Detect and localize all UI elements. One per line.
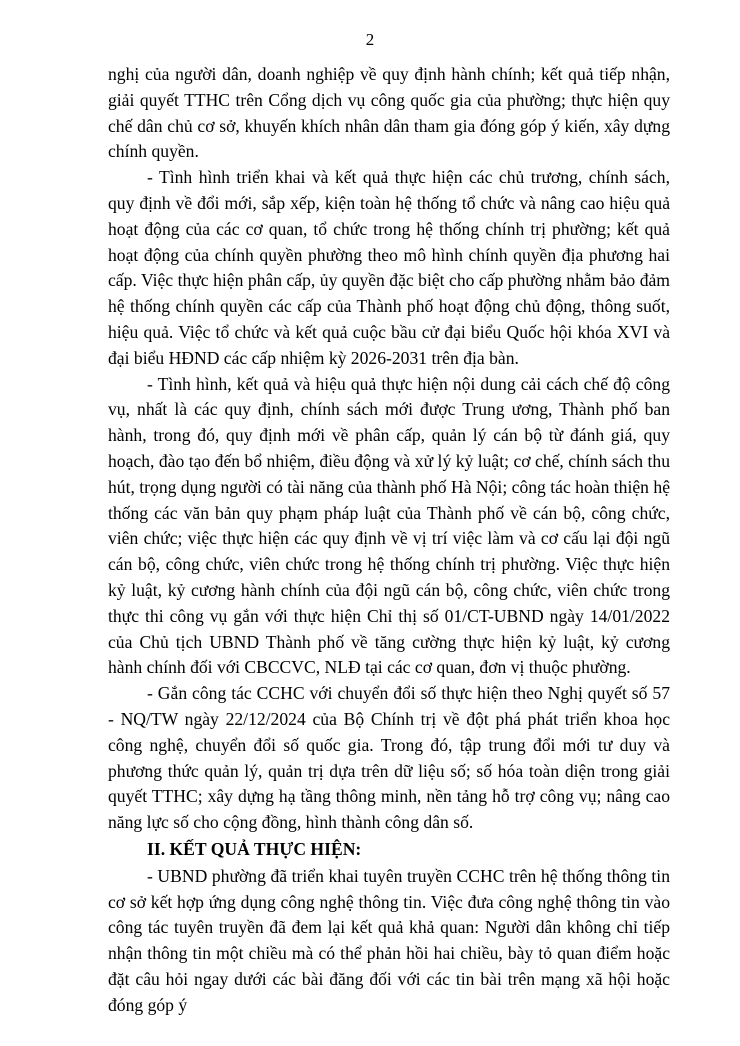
paragraph-organization-reform: - Tình hình triển khai và kết quả thực hiện các chủ trương, chính sách, quy định về đổi mới, sắp xếp, kiện toàn hệ thống tổ chức và nâng cao hiệu quả hoạt động của các cơ quan, tổ chức trong hệ thống chính trị phường; kết quả hoạt động của chính quyền phường theo mô hình chính quyền địa phương hai cấp. Việc thực hiện phân cấp, ủy quyền đặc biệt cho cấp phường nhằm bảo đảm hệ thống chính quyền các cấp của Thành phố hoạt động chủ động, thông suốt, hiệu quả. Việc tổ chức và kết quả cuộc bầu cử đại biểu Quốc hội khóa XVI và đại biểu HĐND các cấp nhiệm kỳ 2026-2031 trên địa bàn. <box>108 167 670 368</box>
paragraph-civil-service-reform: - Tình hình, kết quả và hiệu quả thực hiện nội dung cải cách chế độ công vụ, nhất là các quy định, chính sách mới được Trung ương, Thành phố ban hành, trong đó, quy định mới về phân cấp, quản lý cán bộ từ đánh giá, quy hoạch, đào tạo đến bổ nhiệm, điều động và xử lý kỷ luật; cơ chế, chính sách thu hút, trọng dụng người có tài năng của thành phố Hà Nội; công tác hoàn thiện hệ thống các văn bản quy phạm pháp luật của Thành phố về cán bộ, công chức, viên chức; việc thực hiện các quy định về vị trí việc làm và cơ cấu lại đội ngũ cán bộ, công chức, viên chức trong hệ thống chính trị phường. Việc thực hiện kỷ luật, kỷ cương hành chính của đội ngũ cán bộ, công chức, viên chức trong thực thi công vụ gắn với thực hiện Chỉ thị số 01/CT-UBND ngày 14/01/2022 của Chủ tịch UBND Thành phố về tăng cường thực hiện kỷ luật, kỷ cương hành chính đối với CBCCVC, NLĐ tại các cơ quan, đơn vị thuộc phường. <box>108 373 670 678</box>
page-number: 2 <box>365 30 375 49</box>
paragraph-continuation: nghị của người dân, doanh nghiệp về quy định hành chính; kết quả tiếp nhận, giải quyết TTHC trên Cổng dịch vụ công quốc gia của phường; thực hiện quy chế dân chủ cơ sở, khuyến khích nhân dân tham gia đóng góp ý kiến, xây dựng chính quyền. <box>108 64 670 162</box>
document-body <box>108 62 670 1018</box>
paragraph-digital-transformation: - Gắn công tác CCHC với chuyển đổi số thực hiện theo Nghị quyết số 57 - NQ/TW ngày 22/12/2024 của Bộ Chính trị về đột phá phát triển khoa học công nghệ, chuyển đổi số quốc gia. Trong đó, tập trung đổi mới tư duy và phương thức quản lý, quản trị dựa trên dữ liệu số; số hóa toàn diện trong giải quyết TTHC; xây dựng hạ tầng thông minh, nền tảng hỗ trợ công vụ; nâng cao năng lực số cho cộng đồng, hình thành công dân số. <box>108 683 670 833</box>
paragraph-results: - UBND phường đã triển khai tuyên truyền CCHC trên hệ thống thông tin cơ sở kết hợp ứng dụng công nghệ thông tin. Việc đưa công nghệ thông tin vào công tác tuyên truyền đã đem lại kết quả khả quan: Người dân không chỉ tiếp nhận thông tin một chiều mà có thể phản hồi hai chiều, bày tỏ quan điểm hoặc đặt câu hỏi ngay dưới các bài đăng đối với các tin bài trên mạng xã hội hoặc đóng góp ý <box>108 865 670 1015</box>
section-heading-results: II. KẾT QUẢ THỰC HIỆN: <box>147 838 362 859</box>
